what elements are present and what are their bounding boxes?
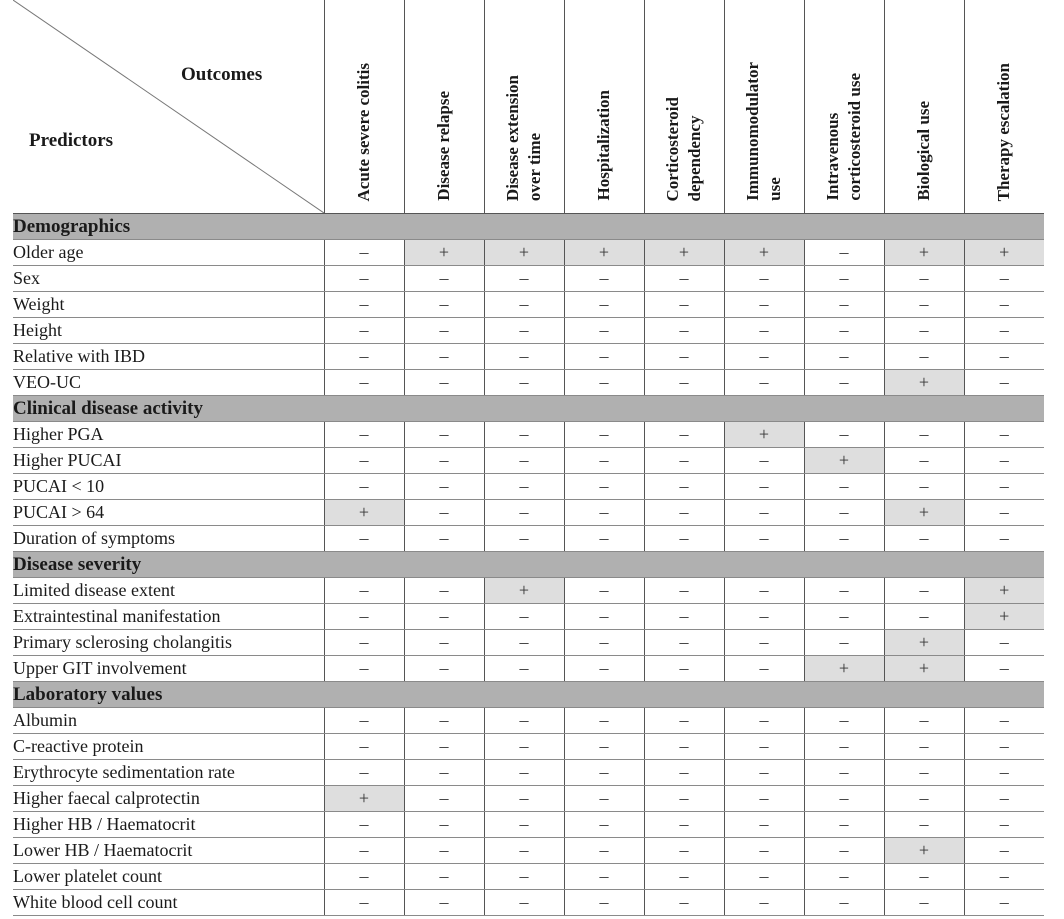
negative-mark-cell: – (724, 734, 804, 760)
negative-mark-cell: – (724, 500, 804, 526)
negative-mark-cell: – (724, 370, 804, 396)
negative-mark-cell: – (804, 344, 884, 370)
negative-mark-cell: – (964, 708, 1044, 734)
negative-mark-cell: – (884, 474, 964, 500)
negative-mark-cell: – (804, 890, 884, 916)
negative-mark-cell: – (324, 422, 404, 448)
negative-mark-cell: – (884, 760, 964, 786)
predictor-label: C-reactive protein (13, 734, 324, 760)
positive-mark-cell: + (884, 370, 964, 396)
negative-mark-cell: – (484, 812, 564, 838)
negative-mark-cell: – (884, 890, 964, 916)
predictor-label: Higher HB / Haematocrit (13, 812, 324, 838)
negative-mark-cell: – (804, 500, 884, 526)
table-row (13, 786, 1044, 812)
positive-mark-cell: + (484, 578, 564, 604)
negative-mark-cell: – (964, 370, 1044, 396)
table-row (13, 864, 1044, 890)
negative-mark-cell: – (964, 344, 1044, 370)
negative-mark-cell: – (324, 734, 404, 760)
negative-mark-cell: – (644, 760, 724, 786)
negative-mark-cell: – (964, 474, 1044, 500)
negative-mark-cell: – (484, 890, 564, 916)
negative-mark-cell: – (964, 292, 1044, 318)
column-header-label: Disease relapse (434, 91, 453, 201)
negative-mark-cell: – (964, 864, 1044, 890)
negative-mark-cell: – (724, 630, 804, 656)
negative-mark-cell: – (404, 500, 484, 526)
outcomes-label: Outcomes (181, 64, 263, 85)
table-row (13, 344, 1044, 370)
negative-mark-cell: – (884, 422, 964, 448)
positive-mark-cell: + (324, 500, 404, 526)
section-title: Clinical disease activity (13, 396, 1044, 422)
positive-mark-cell: + (404, 240, 484, 266)
predictor-label: Duration of symptoms (13, 526, 324, 552)
negative-mark-cell: – (884, 292, 964, 318)
predictor-label: Weight (13, 292, 324, 318)
table-row (13, 578, 1044, 604)
negative-mark-cell: – (804, 422, 884, 448)
table-row (13, 526, 1044, 552)
negative-mark-cell: – (564, 318, 644, 344)
table-row (13, 370, 1044, 396)
negative-mark-cell: – (324, 240, 404, 266)
negative-mark-cell: – (964, 266, 1044, 292)
table-row (13, 292, 1044, 318)
negative-mark-cell: – (884, 786, 964, 812)
negative-mark-cell: – (724, 604, 804, 630)
negative-mark-cell: – (484, 760, 564, 786)
negative-mark-cell: – (964, 760, 1044, 786)
table-row (13, 422, 1044, 448)
predictor-label: Relative with IBD (13, 344, 324, 370)
negative-mark-cell: – (564, 708, 644, 734)
negative-mark-cell: – (324, 838, 404, 864)
column-header-label: Intravenous corticosteroid use (823, 73, 864, 201)
negative-mark-cell: – (404, 838, 484, 864)
negative-mark-cell: – (644, 864, 724, 890)
positive-mark-cell: + (884, 240, 964, 266)
negative-mark-cell: – (724, 838, 804, 864)
header-row (13, 0, 1044, 214)
negative-mark-cell: – (724, 292, 804, 318)
positive-mark-cell: + (884, 630, 964, 656)
negative-mark-cell: – (804, 292, 884, 318)
negative-mark-cell: – (564, 526, 644, 552)
column-header-label: Acute severe colitis (354, 62, 373, 201)
positive-mark-cell: + (964, 240, 1044, 266)
negative-mark-cell: – (324, 318, 404, 344)
positive-mark-cell: + (804, 448, 884, 474)
negative-mark-cell: – (644, 422, 724, 448)
positive-mark-cell: + (884, 838, 964, 864)
column-header-label: Corticosteroid dependency (663, 96, 704, 201)
column-header (324, 0, 404, 214)
negative-mark-cell: – (324, 890, 404, 916)
positive-mark-cell: + (324, 786, 404, 812)
negative-mark-cell: – (724, 578, 804, 604)
negative-mark-cell: – (804, 266, 884, 292)
negative-mark-cell: – (404, 734, 484, 760)
negative-mark-cell: – (644, 656, 724, 682)
negative-mark-cell: – (804, 786, 884, 812)
negative-mark-cell: – (324, 604, 404, 630)
positive-mark-cell: + (884, 656, 964, 682)
negative-mark-cell: – (404, 422, 484, 448)
negative-mark-cell: – (884, 604, 964, 630)
negative-mark-cell: – (484, 318, 564, 344)
negative-mark-cell: – (724, 760, 804, 786)
table-row (13, 266, 1044, 292)
negative-mark-cell: – (564, 630, 644, 656)
negative-mark-cell: – (564, 474, 644, 500)
column-header-label: Therapy escalation (994, 62, 1014, 201)
negative-mark-cell: – (644, 266, 724, 292)
predictor-label: White blood cell count (13, 890, 324, 916)
negative-mark-cell: – (884, 812, 964, 838)
negative-mark-cell: – (324, 760, 404, 786)
negative-mark-cell: – (724, 656, 804, 682)
negative-mark-cell: – (564, 786, 644, 812)
negative-mark-cell: – (324, 526, 404, 552)
negative-mark-cell: – (804, 812, 884, 838)
table-row (13, 890, 1044, 916)
negative-mark-cell: – (564, 422, 644, 448)
negative-mark-cell: – (724, 864, 804, 890)
predictor-label: Sex (13, 266, 324, 292)
negative-mark-cell: – (484, 344, 564, 370)
section-title: Demographics (13, 214, 1044, 240)
negative-mark-cell: – (644, 344, 724, 370)
negative-mark-cell: – (484, 526, 564, 552)
negative-mark-cell: – (484, 266, 564, 292)
negative-mark-cell: – (324, 292, 404, 318)
column-header-label: Biological use (914, 101, 933, 201)
negative-mark-cell: – (564, 344, 644, 370)
predictor-label: VEO-UC (13, 370, 324, 396)
negative-mark-cell: – (964, 630, 1044, 656)
negative-mark-cell: – (564, 656, 644, 682)
predictor-label: Erythrocyte sedimentation rate (13, 760, 324, 786)
negative-mark-cell: – (404, 448, 484, 474)
negative-mark-cell: – (884, 318, 964, 344)
negative-mark-cell: – (324, 578, 404, 604)
negative-mark-cell: – (884, 734, 964, 760)
negative-mark-cell: – (804, 838, 884, 864)
negative-mark-cell: – (884, 448, 964, 474)
predictor-outcome-table (13, 0, 1044, 916)
negative-mark-cell: – (324, 708, 404, 734)
negative-mark-cell: – (724, 890, 804, 916)
negative-mark-cell: – (804, 578, 884, 604)
negative-mark-cell: – (324, 474, 404, 500)
predictor-label: Higher PUCAI (13, 448, 324, 474)
positive-mark-cell: + (884, 500, 964, 526)
column-header (564, 0, 644, 214)
negative-mark-cell: – (724, 448, 804, 474)
negative-mark-cell: – (564, 838, 644, 864)
positive-mark-cell: + (724, 240, 804, 266)
negative-mark-cell: – (404, 630, 484, 656)
negative-mark-cell: – (484, 630, 564, 656)
section-title: Disease severity (13, 552, 1044, 578)
negative-mark-cell: – (564, 760, 644, 786)
negative-mark-cell: – (644, 812, 724, 838)
predictor-label: Lower platelet count (13, 864, 324, 890)
negative-mark-cell: – (644, 708, 724, 734)
section-header-row (13, 552, 1044, 578)
negative-mark-cell: – (404, 604, 484, 630)
negative-mark-cell: – (884, 708, 964, 734)
negative-mark-cell: – (644, 578, 724, 604)
negative-mark-cell: – (404, 526, 484, 552)
negative-mark-cell: – (964, 318, 1044, 344)
negative-mark-cell: – (644, 318, 724, 344)
negative-mark-cell: – (964, 734, 1044, 760)
negative-mark-cell: – (324, 864, 404, 890)
section-title: Laboratory values (13, 682, 1044, 708)
negative-mark-cell: – (724, 344, 804, 370)
positive-mark-cell: + (964, 604, 1044, 630)
negative-mark-cell: – (564, 812, 644, 838)
negative-mark-cell: – (404, 708, 484, 734)
column-header (804, 0, 884, 214)
negative-mark-cell: – (644, 734, 724, 760)
negative-mark-cell: – (484, 422, 564, 448)
predictor-label: Higher PGA (13, 422, 324, 448)
negative-mark-cell: – (324, 812, 404, 838)
negative-mark-cell: – (804, 708, 884, 734)
negative-mark-cell: – (804, 370, 884, 396)
negative-mark-cell: – (324, 656, 404, 682)
negative-mark-cell: – (724, 526, 804, 552)
negative-mark-cell: – (484, 448, 564, 474)
negative-mark-cell: – (484, 864, 564, 890)
negative-mark-cell: – (724, 812, 804, 838)
predictor-label: Limited disease extent (13, 578, 324, 604)
predictor-label: Upper GIT involvement (13, 656, 324, 682)
predictor-label: Height (13, 318, 324, 344)
negative-mark-cell: – (404, 890, 484, 916)
negative-mark-cell: – (804, 864, 884, 890)
negative-mark-cell: – (724, 708, 804, 734)
predictor-label: Extraintestinal manifestation (13, 604, 324, 630)
predictor-label: Older age (13, 240, 324, 266)
negative-mark-cell: – (804, 318, 884, 344)
table-row (13, 474, 1044, 500)
negative-mark-cell: – (644, 292, 724, 318)
negative-mark-cell: – (564, 604, 644, 630)
table-row (13, 604, 1044, 630)
column-header (644, 0, 724, 214)
negative-mark-cell: – (884, 266, 964, 292)
negative-mark-cell: – (804, 474, 884, 500)
negative-mark-cell: – (404, 786, 484, 812)
table-row (13, 448, 1044, 474)
positive-mark-cell: + (804, 656, 884, 682)
negative-mark-cell: – (964, 838, 1044, 864)
negative-mark-cell: – (644, 500, 724, 526)
table-row (13, 812, 1044, 838)
negative-mark-cell: – (484, 500, 564, 526)
negative-mark-cell: – (804, 604, 884, 630)
negative-mark-cell: – (404, 578, 484, 604)
negative-mark-cell: – (404, 812, 484, 838)
negative-mark-cell: – (564, 864, 644, 890)
predictor-label: Primary sclerosing cholangitis (13, 630, 324, 656)
column-header-label: Disease extension over time (503, 74, 544, 201)
negative-mark-cell: – (404, 864, 484, 890)
negative-mark-cell: – (324, 266, 404, 292)
negative-mark-cell: – (724, 318, 804, 344)
table-body (13, 214, 1044, 916)
negative-mark-cell: – (644, 370, 724, 396)
negative-mark-cell: – (564, 890, 644, 916)
negative-mark-cell: – (644, 604, 724, 630)
negative-mark-cell: – (404, 266, 484, 292)
negative-mark-cell: – (484, 370, 564, 396)
negative-mark-cell: – (804, 760, 884, 786)
negative-mark-cell: – (804, 240, 884, 266)
negative-mark-cell: – (644, 838, 724, 864)
negative-mark-cell: – (804, 734, 884, 760)
negative-mark-cell: – (484, 786, 564, 812)
negative-mark-cell: – (484, 292, 564, 318)
negative-mark-cell: – (564, 448, 644, 474)
predictor-label: Lower HB / Haematocrit (13, 838, 324, 864)
negative-mark-cell: – (804, 526, 884, 552)
positive-mark-cell: + (644, 240, 724, 266)
table-row (13, 656, 1044, 682)
negative-mark-cell: – (804, 630, 884, 656)
table-row (13, 240, 1044, 266)
section-header-row (13, 682, 1044, 708)
section-header-row (13, 214, 1044, 240)
negative-mark-cell: – (484, 474, 564, 500)
negative-mark-cell: – (404, 344, 484, 370)
negative-mark-cell: – (964, 422, 1044, 448)
negative-mark-cell: – (484, 656, 564, 682)
predictor-label: Higher faecal calprotectin (13, 786, 324, 812)
positive-mark-cell: + (564, 240, 644, 266)
negative-mark-cell: – (324, 448, 404, 474)
column-header (404, 0, 484, 214)
negative-mark-cell: – (644, 448, 724, 474)
negative-mark-cell: – (964, 500, 1044, 526)
column-header (884, 0, 964, 214)
negative-mark-cell: – (484, 604, 564, 630)
positive-mark-cell: + (964, 578, 1044, 604)
negative-mark-cell: – (484, 708, 564, 734)
negative-mark-cell: – (564, 266, 644, 292)
negative-mark-cell: – (484, 734, 564, 760)
section-header-row (13, 396, 1044, 422)
column-header (724, 0, 804, 214)
negative-mark-cell: – (964, 526, 1044, 552)
predictors-label: Predictors (29, 130, 114, 151)
negative-mark-cell: – (724, 266, 804, 292)
negative-mark-cell: – (644, 526, 724, 552)
negative-mark-cell: – (964, 786, 1044, 812)
corner-cell (13, 0, 324, 214)
table-row (13, 500, 1044, 526)
negative-mark-cell: – (404, 656, 484, 682)
negative-mark-cell: – (564, 370, 644, 396)
diagonal-divider (13, 0, 324, 213)
negative-mark-cell: – (964, 656, 1044, 682)
negative-mark-cell: – (404, 292, 484, 318)
positive-mark-cell: + (724, 422, 804, 448)
negative-mark-cell: – (564, 292, 644, 318)
negative-mark-cell: – (964, 448, 1044, 474)
negative-mark-cell: – (884, 344, 964, 370)
negative-mark-cell: – (484, 838, 564, 864)
negative-mark-cell: – (324, 370, 404, 396)
negative-mark-cell: – (404, 318, 484, 344)
table-row (13, 838, 1044, 864)
negative-mark-cell: – (404, 370, 484, 396)
negative-mark-cell: – (964, 890, 1044, 916)
negative-mark-cell: – (964, 812, 1044, 838)
table-row (13, 760, 1044, 786)
negative-mark-cell: – (724, 474, 804, 500)
negative-mark-cell: – (564, 734, 644, 760)
column-header (964, 0, 1044, 214)
negative-mark-cell: – (404, 474, 484, 500)
negative-mark-cell: – (884, 864, 964, 890)
predictor-label: Albumin (13, 708, 324, 734)
negative-mark-cell: – (644, 630, 724, 656)
predictor-label: PUCAI < 10 (13, 474, 324, 500)
negative-mark-cell: – (644, 890, 724, 916)
negative-mark-cell: – (884, 526, 964, 552)
negative-mark-cell: – (404, 760, 484, 786)
negative-mark-cell: – (884, 578, 964, 604)
negative-mark-cell: – (644, 474, 724, 500)
negative-mark-cell: – (724, 786, 804, 812)
positive-mark-cell: + (484, 240, 564, 266)
table-row (13, 734, 1044, 760)
table-row (13, 630, 1044, 656)
column-header (484, 0, 564, 214)
negative-mark-cell: – (644, 786, 724, 812)
negative-mark-cell: – (564, 578, 644, 604)
column-header-label: Hospitalization (594, 90, 613, 201)
table-row (13, 708, 1044, 734)
table-row (13, 318, 1044, 344)
column-header-label: Immunomodulator use (743, 62, 784, 201)
negative-mark-cell: – (324, 630, 404, 656)
negative-mark-cell: – (564, 500, 644, 526)
negative-mark-cell: – (324, 344, 404, 370)
predictor-label: PUCAI > 64 (13, 500, 324, 526)
